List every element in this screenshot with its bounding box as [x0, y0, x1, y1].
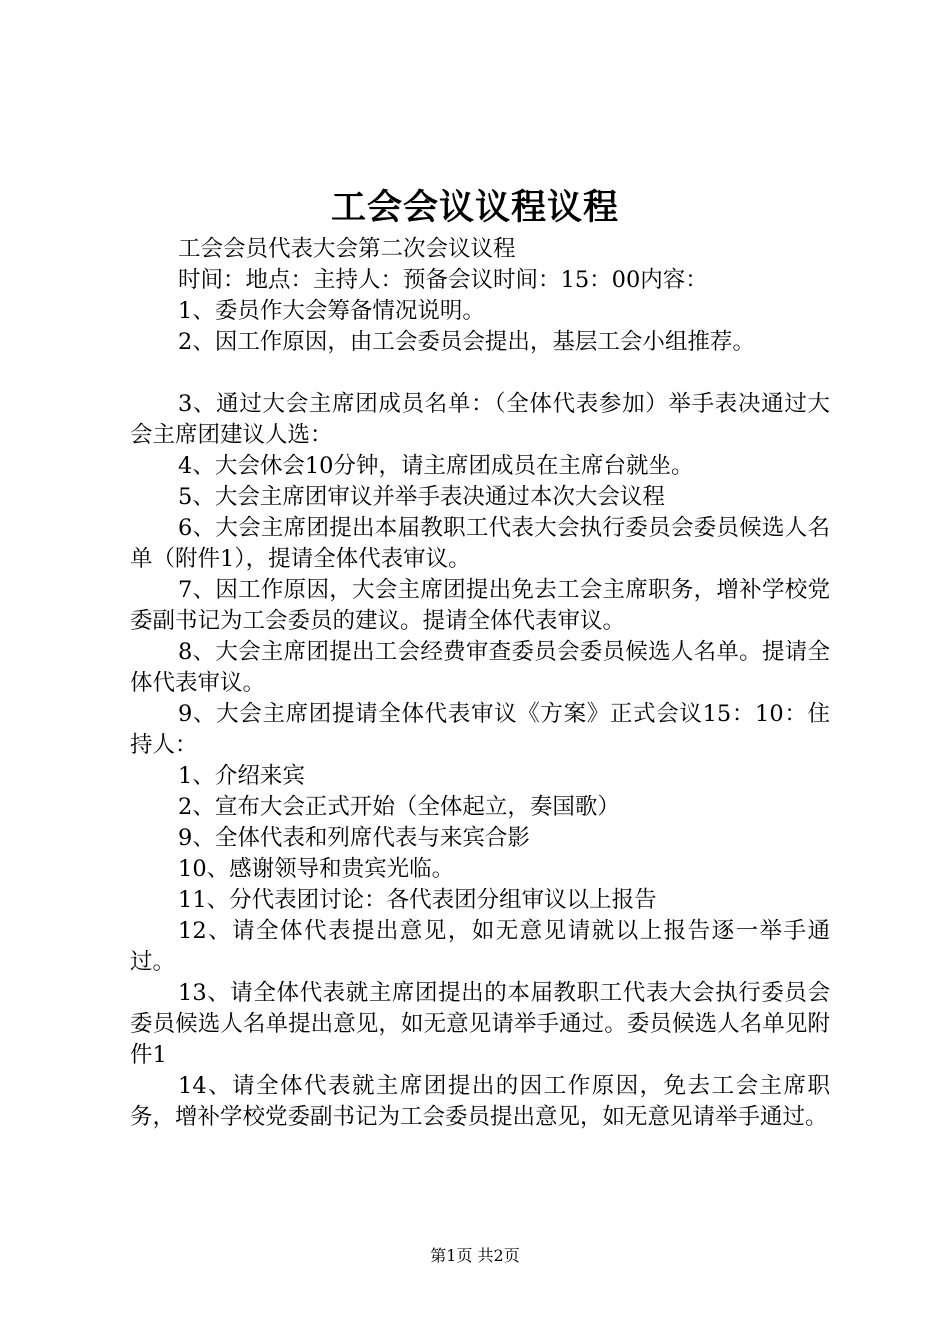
agenda-item: 11、分代表团讨论：各代表团分组审议以上报告 [178, 887, 657, 913]
agenda-item: 1、介绍来宾 [178, 763, 305, 789]
page-footer: 第1页 共2页 [430, 1246, 520, 1265]
agenda-item: 9、全体代表和列席代表与来宾合影 [178, 825, 530, 851]
agenda-item: 14、请全体代表就主席团提出的因工作原因，免去工会主席职务，增补学校党委副书记为工会委员提出意见，如无意见请举手通过。 [130, 1073, 830, 1130]
agenda-item: 1、委员作大会筹备情况说明。 [178, 298, 485, 324]
agenda-item: 9、大会主席团提请全体代表审议《方案》正式会议15：10：住持人： [130, 701, 830, 758]
agenda-item: 5、大会主席团审议并举手表决通过本次大会议程 [178, 484, 665, 510]
agenda-item: 8、大会主席团提出工会经费审查委员会委员候选人名单。提请全体代表审议。 [130, 639, 830, 696]
document-body [130, 234, 830, 1133]
agenda-item: 3、通过大会主席团成员名单：（全体代表参加）举手表决通过大会主席团建议人选： [130, 391, 830, 448]
agenda-item: 13、请全体代表就主席团提出的本届教职工代表大会执行委员会委员候选人名单提出意见，如无意见请举手通过。委员候选人名单见附件1 [130, 980, 830, 1068]
paragraph-meeting-info: 时间：地点：主持人：预备会议时间：15：00内容： [178, 267, 708, 293]
agenda-item: 6、大会主席团提出本届教职工代表大会执行委员会委员候选人名单（附件1），提请全体代表审议。 [130, 515, 830, 572]
paragraph-meeting-name: 工会会员代表大会第二次会议议程 [178, 236, 516, 262]
agenda-item: 12、请全体代表提出意见，如无意见请就以上报告逐一举手通过。 [130, 918, 830, 975]
agenda-item: 2、宣布大会正式开始（全体起立，奏国歌） [178, 794, 620, 820]
page-title: 工会会议议程议程 [330, 187, 619, 228]
agenda-item: 4、大会休会10分钟，请主席团成员在主席台就坐。 [178, 453, 694, 479]
agenda-item: 10、感谢领导和贵宾光临。 [178, 856, 455, 882]
agenda-item: 7、因工作原因，大会主席团提出免去工会主席职务，增补学校党委副书记为工会委员的建议。提请全体代表审议。 [130, 577, 830, 634]
agenda-item: 2、因工作原因，由工会委员会提出，基层工会小组推荐。 [178, 329, 755, 355]
